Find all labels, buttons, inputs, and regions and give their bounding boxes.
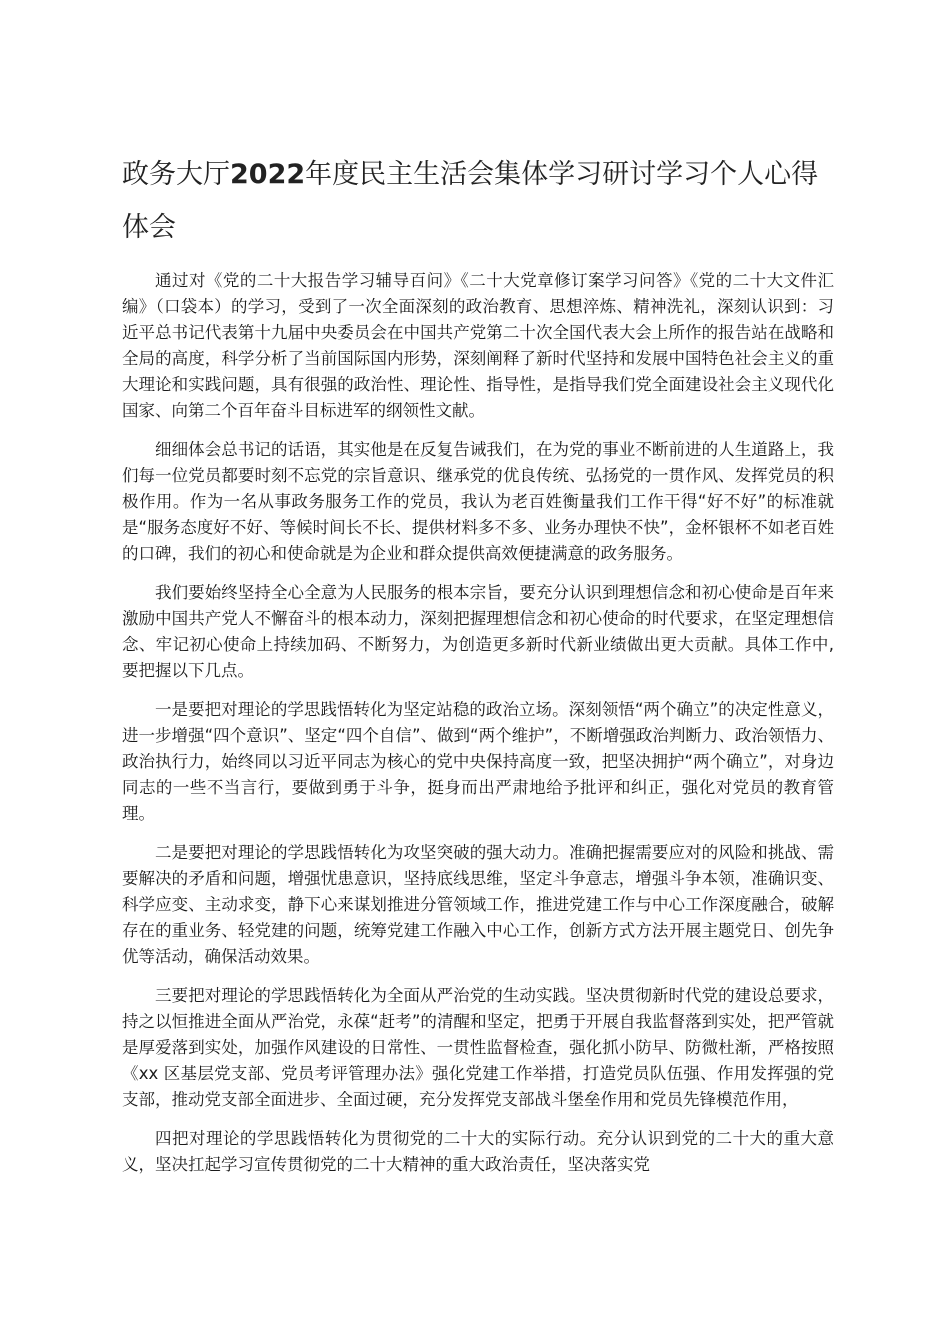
title-prefix: 政务大厅 [122,159,230,190]
paragraph-6: 三要把对理论的学思践悟转化为全面从严治党的生动实践。坚决贯彻新时代党的建设总要求，持之以恒推进全面从严治党，永葆“赶考”的清醒和坚定，把勇于开展自我监督落到实处，把严管就是厚爱落到实处，加强作风建设的日常性、一贯性监督检查，强化抓小防早、防微杜渐，严格按照《xx 区基层党支部、党员考评管理办法》强化党建工作举措，打造党员队伍强、作用发挥强的党支部，推动党支部全面进步、全面过硬，充分发挥党支部战斗堡垒作用和党员先锋模范作用， [122,986,834,1109]
paragraph-4: 一是要把对理论的学思践悟转化为坚定站稳的政治立场。深刻领悟“两个确立”的决定性意义，进一步增强“四个意识”、坚定“四个自信”、做到“两个维护”，不断增强政治判断力、政治领悟力、政治执行力，始终同以习近平同志为核心的党中央保持高度一致，把坚决拥护“两个确立”，对身边同志的一些不当言行，要做到勇于斗争，挺身而出严肃地给予批评和纠正，强化对党员的教育管理。 [122,700,834,823]
paragraph-1: 通过对《党的二十大报告学习辅导百问》《二十大党章修订案学习问答》《党的二十大文件汇编》（口袋本）的学习，受到了一次全面深刻的政治教育、思想淬炼、精神洗礼，深刻认识到：习近平总书记代表第十九届中央委员会在中国共产党第二十次全国代表大会上所作的报告站在战略和全局的高度，科学分析了当前国际国内形势，深刻阐释了新时代坚持和发展中国特色社会主义的重大理论和实践问题，具有很强的政治性、理论性、指导性，是指导我们党全面建设社会主义现代化国家、向第二个百年奋斗目标进军的纲领性文献。 [122,271,834,420]
document-page [122,148,834,1191]
paragraph-2: 细细体会总书记的话语，其实他是在反复告诫我们，在为党的事业不断前进的人生道路上，我们每一位党员都要时刻不忘党的宗旨意识、继承党的优良传统、弘扬党的一贯作风、发挥党员的积极作用。作为一名从事政务服务工作的党员，我认为老百姓衡量我们工作干得“好不好”的标准就是“服务态度好不好、等候时间长不长、提供材料多不多、业务办理快不快”，金杯银杯不如老百姓的口碑，我们的初心和使命就是为企业和群众提供高效便捷满意的政务服务。 [122,440,834,563]
document-title [122,148,834,254]
paragraph-5: 二是要把对理论的学思践悟转化为攻坚突破的强大动力。准确把握需要应对的风险和挑战、需要解决的矛盾和问题，增强忧患意识，坚持底线思维，坚定斗争意志，增强斗争本领，准确识变、科学应变、主动求变，静下心来谋划推进分管领域工作，推进党建工作与中心工作深度融合，破解存在的重业务、轻党建的问题，统筹党建工作融入中心工作，创新方式方法开展主题党日、创先争优等活动，确保活动效果。 [122,843,834,966]
paragraph-7: 四把对理论的学思践悟转化为贯彻党的二十大的实际行动。充分认识到党的二十大的重大意义，坚决扛起学习宣传贯彻党的二十大精神的重大政治责任，坚决落实党 [122,1129,834,1174]
title-year: 2022 [230,159,306,190]
paragraph-3: 我们要始终坚持全心全意为人民服务的根本宗旨，要充分认识到理想信念和初心使命是百年来激励中国共产党人不懈奋斗的根本动力，深刻把握理想信念和初心使命的时代要求，在坚定理想信念、牢记初心使命上持续加码、不断努力，为创造更多新时代新业绩做出更大贡献。具体工作中,要把握以下几点。 [122,583,834,680]
title-suffix: 年度民主生活会集体学习研讨学习个人心得体会 [122,159,819,243]
